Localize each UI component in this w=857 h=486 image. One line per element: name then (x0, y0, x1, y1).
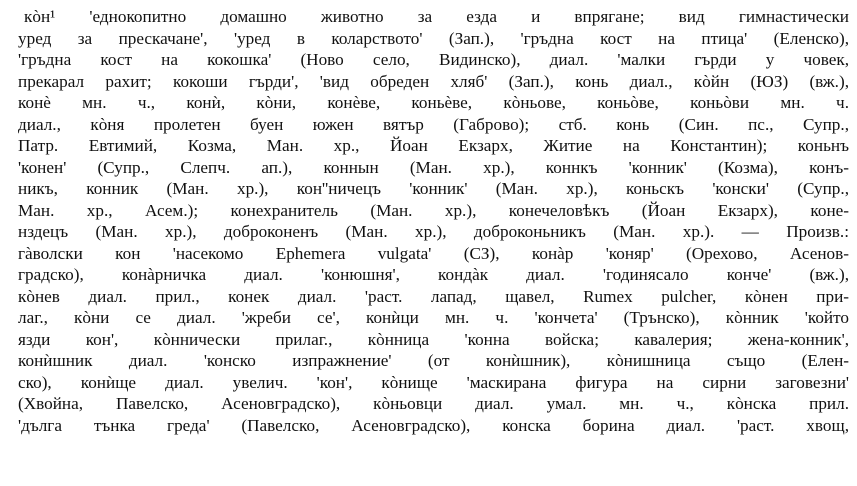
entry-line: конè мн. ч., конѝ, кòни, конèве, коньèве, кòньове, коньòве, коньòви мн. ч. (18, 93, 849, 112)
entry-line: никъ, конник (Ман. хр.), кон''ничецъ 'конник' (Ман. хр.), коньскъ 'конски' (Супр., (18, 179, 849, 198)
entry-line: градско), конàрничка диал. 'конюшня', кондàк диал. 'годинясало конче' (вж.), (18, 265, 849, 284)
entry-line: язди кон', кòннически прилаг., кòнница 'конна войска; кавалерия; жена-конник', (18, 329, 849, 349)
entry-line: 'гръдна кост на кокошка' (Ново село, Видинско), диал. 'малки гърди у човек, (18, 50, 849, 69)
entry-line: диал., кòня пролетен буен южен вятър (Габрово); стб. конь (Син. пс., Супр., (18, 114, 849, 134)
entry-line: конѝшник диал. 'конско изпражнение' (от конѝшник), кòнишница също (Елен- (18, 351, 849, 370)
entry-line: нздецъ (Ман. хр.), доброконенъ (Ман. хр.), доброконьникъ (Ман. хр.). — Произв.: (18, 222, 849, 241)
entry-line: лаг., кòни се диал. 'жреби се', конѝци мн. ч. 'кончета' (Трънско), кòнник 'който (18, 308, 849, 327)
entry-line: гàволски кон 'насекомо Ephemera vulgata' (СЗ), конàр 'коняр' (Орехово, Асенов- (18, 243, 849, 263)
entry-line: 'дълга тънка греда' (Павелско, Асеновградско), конска борина диал. 'раст. хвощ, (18, 415, 849, 435)
entry-line: Патр. Евтимий, Козма, Ман. хр., Йоан Екзарх, Житие на Константин); коньнъ (18, 136, 849, 155)
entry-line: (Хвойна, Павелско, Асеновградско), кòньовци диал. умал. мн. ч., кòнска прил. (18, 394, 849, 413)
entry-line: ско), конѝще диал. увелич. 'кон', кòнище 'маскирана фигура на сирни заговезни' (18, 372, 849, 392)
entry-line: прекарал рахит; кокоши гърди', 'вид обреден хляб' (Зап.), конь диал., кòйн (ЮЗ) (вж.), (18, 71, 849, 91)
entry-line: 'конен' (Супр., Слепч. ап.), коннын (Ман. хр.), коннкъ 'конник' (Козма), конъ- (18, 157, 849, 177)
entry-line: Ман. хр., Асем.); конехранитель (Ман. хр.), конечеловѣкъ (Йоан Екзарх), коне- (18, 200, 849, 220)
entry-line: кòнев диал. прил., конек диал. 'раст. лапад, щавел, Rumex pulcher, кòнен при- (18, 286, 849, 306)
entry-line: кòн¹ 'еднокопитно домашно животно за езда и впрягане; вид гимнастически (24, 7, 849, 26)
entry-line: уред за прескачане', 'уред в коларството' (Зап.), 'гръдна кост на птица' (Еленско), (18, 28, 849, 48)
